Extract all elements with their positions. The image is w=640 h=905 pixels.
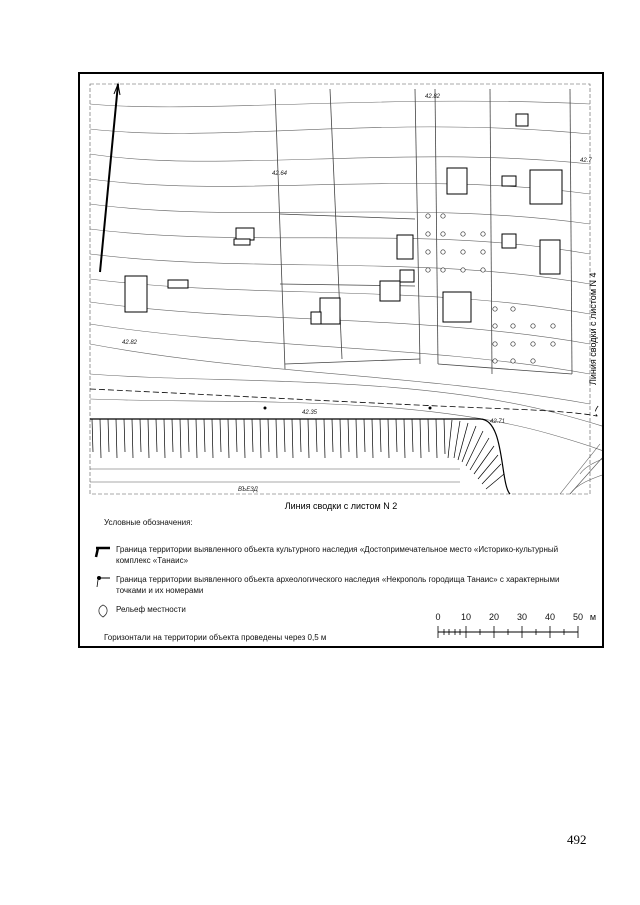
elevation-label: 42.82: [122, 340, 138, 346]
hatch-line: [132, 419, 133, 458]
contour-note: Горизонтали на территории объекта проведены через 0,5 м: [104, 633, 327, 642]
grave-point: [551, 324, 555, 328]
hatch-line: [236, 419, 237, 452]
scale-label: 0: [435, 612, 441, 622]
hatch-line: [364, 419, 365, 452]
necropolis-points: [426, 214, 555, 363]
hatch-line: [404, 419, 405, 458]
contour-line: [90, 344, 590, 404]
legend: [80, 514, 602, 648]
hatch-line: [284, 419, 285, 452]
hatch-line: [324, 419, 325, 458]
grave-point: [426, 250, 430, 254]
elevation-label: 42.64: [272, 171, 288, 177]
map-drawing: [80, 74, 602, 504]
hatch-line: [140, 419, 141, 452]
hatch-line: [474, 446, 494, 474]
road-edge: [570, 458, 602, 494]
road: [90, 444, 602, 494]
parcel-line: [438, 364, 572, 374]
hatch-line: [204, 419, 205, 452]
hatch-line: [396, 419, 397, 452]
heritage-boundary-line: [100, 84, 118, 272]
archaeology-boundary-icon: [94, 574, 112, 588]
hatch-line: [268, 419, 269, 452]
hatch-line: [462, 426, 476, 462]
building: [380, 281, 400, 301]
page-number: 492: [567, 832, 587, 847]
archaeology-boundary-line: [90, 389, 600, 416]
scale-label: 10: [460, 612, 472, 622]
building: [447, 168, 467, 194]
grave-point: [493, 307, 497, 311]
contour-line: [90, 127, 590, 134]
hatch-line: [212, 419, 213, 458]
hatch-line: [108, 419, 109, 452]
grave-point: [461, 232, 465, 236]
hatch-line: [466, 431, 483, 466]
scale-label: 40: [544, 612, 556, 622]
grave-point: [511, 359, 515, 363]
hatch-line: [380, 419, 381, 452]
hatch-line: [228, 419, 229, 458]
hatch-line: [100, 419, 101, 458]
legend-title: Условные обозначения:: [104, 518, 193, 527]
grave-point: [551, 342, 555, 346]
building: [516, 114, 528, 126]
hatch-line: [470, 438, 489, 470]
grave-point: [511, 307, 515, 311]
hatch-line: [92, 419, 93, 452]
hatch-line: [428, 419, 429, 452]
grave-point: [531, 359, 535, 363]
elevation-label: 42.35: [302, 410, 318, 416]
grave-point: [481, 232, 485, 236]
parcel-boundaries: [275, 89, 572, 374]
hatch-line: [292, 419, 293, 458]
legend-item-archaeology: [94, 574, 586, 596]
parcel-line: [285, 359, 420, 364]
scale-ruler: [436, 624, 586, 640]
grave-point: [441, 268, 445, 272]
hatch-line: [220, 419, 221, 452]
contour-line: [90, 399, 602, 494]
legend-item-text: Граница территории выявленного объекта культурного наследия «Достопримечательное место «Историко-культурный комплекс «Танаис»: [116, 545, 559, 565]
legend-item-heritage: [94, 544, 586, 566]
hatch-line: [486, 474, 504, 489]
grave-point: [493, 324, 497, 328]
grave-point: [511, 324, 515, 328]
map-sheet: [78, 72, 604, 648]
parcel-line: [435, 89, 438, 364]
scale-label: 30: [516, 612, 528, 622]
hatch-line: [260, 419, 261, 458]
elevation-label: 42.7: [580, 158, 592, 164]
hatch-line: [116, 419, 117, 458]
scale-label: 20: [488, 612, 500, 622]
sheet-link-bottom-label: Линия сводки с листом N 2: [284, 501, 398, 511]
building: [234, 239, 250, 245]
hatch-line: [276, 419, 277, 458]
archaeology-boundary: [90, 389, 600, 416]
building: [311, 312, 321, 324]
grave-point: [461, 268, 465, 272]
building: [168, 280, 188, 288]
grave-point: [493, 359, 497, 363]
hatch-line: [436, 419, 437, 458]
grave-point: [511, 342, 515, 346]
road-label: ВЪЕЗД: [238, 487, 258, 493]
boundary-point: [264, 407, 267, 410]
grave-point: [481, 268, 485, 272]
contour-line: [90, 101, 590, 107]
elevation-label: 42.71: [490, 419, 506, 425]
grave-point: [481, 250, 485, 254]
hatch-line: [478, 455, 498, 479]
hatch-line: [252, 419, 253, 452]
hatch-line: [340, 419, 341, 458]
boundary-point: [429, 407, 432, 410]
building: [400, 270, 414, 282]
hatch-line: [388, 419, 389, 458]
building: [320, 298, 340, 324]
topographic-map: [80, 74, 602, 504]
grave-point: [441, 232, 445, 236]
hatch-line: [412, 419, 413, 452]
hatch-line: [308, 419, 309, 458]
grave-point: [493, 342, 497, 346]
hatch-line: [300, 419, 301, 452]
hatch-line: [172, 419, 173, 452]
grave-point: [426, 214, 430, 218]
contour-lines: [90, 101, 602, 494]
hatch-line: [180, 419, 181, 458]
contour-line: [90, 254, 590, 284]
hatch-line: [332, 419, 333, 452]
legend-item-relief: [94, 604, 186, 618]
contour-line: [90, 154, 590, 164]
building: [125, 276, 147, 312]
hatch-line: [196, 419, 197, 458]
grave-point: [441, 250, 445, 254]
building: [236, 228, 254, 240]
slope-hatching: [90, 419, 510, 494]
grave-point: [441, 214, 445, 218]
grave-point: [426, 268, 430, 272]
hatch-line: [188, 419, 189, 452]
hatch-line: [448, 420, 452, 458]
hatch-line: [356, 419, 357, 458]
parcel-line: [570, 89, 572, 374]
grave-point: [531, 342, 535, 346]
scale-bar: [436, 612, 600, 642]
contour-line: [90, 374, 602, 474]
hatch-line: [482, 464, 501, 484]
elevation-label: 42.82: [425, 94, 441, 100]
legend-item-text: Рельеф местности: [116, 605, 186, 614]
buildings: [125, 114, 562, 324]
contour-line: [90, 324, 590, 374]
building: [540, 240, 560, 274]
hatch-line: [348, 419, 349, 452]
building: [502, 234, 516, 248]
grave-point: [461, 250, 465, 254]
scale-unit: м: [589, 612, 597, 622]
hatch-line: [420, 419, 421, 458]
hatch-line: [124, 419, 125, 452]
hatch-line: [444, 419, 445, 454]
legend-item-text: Граница территории выявленного объекта археологического наследия «Некрополь городища Танаис» с характерными точками и их номерами: [116, 575, 560, 595]
parcel-line: [415, 89, 420, 364]
scale-label: 50: [572, 612, 584, 622]
heritage-boundary-icon: [94, 544, 112, 558]
contour-line: [90, 204, 590, 224]
sheet-link-right-label: Линия сводки с листом N 4: [588, 272, 598, 386]
hatch-line: [316, 419, 317, 452]
building: [530, 170, 562, 204]
hatch-line: [372, 419, 373, 458]
hatch-line: [454, 421, 460, 458]
building: [443, 292, 471, 322]
hatch-line: [156, 419, 157, 452]
grave-point: [531, 324, 535, 328]
road-edge: [560, 444, 600, 494]
parcel-line: [490, 89, 492, 374]
hatch-line: [148, 419, 149, 458]
parcel-line: [280, 214, 415, 219]
building: [397, 235, 413, 259]
relief-icon: [94, 604, 112, 618]
grave-point: [426, 232, 430, 236]
hatch-line: [164, 419, 165, 458]
hatch-line: [458, 423, 468, 460]
building: [502, 176, 516, 186]
hatch-line: [244, 419, 245, 458]
